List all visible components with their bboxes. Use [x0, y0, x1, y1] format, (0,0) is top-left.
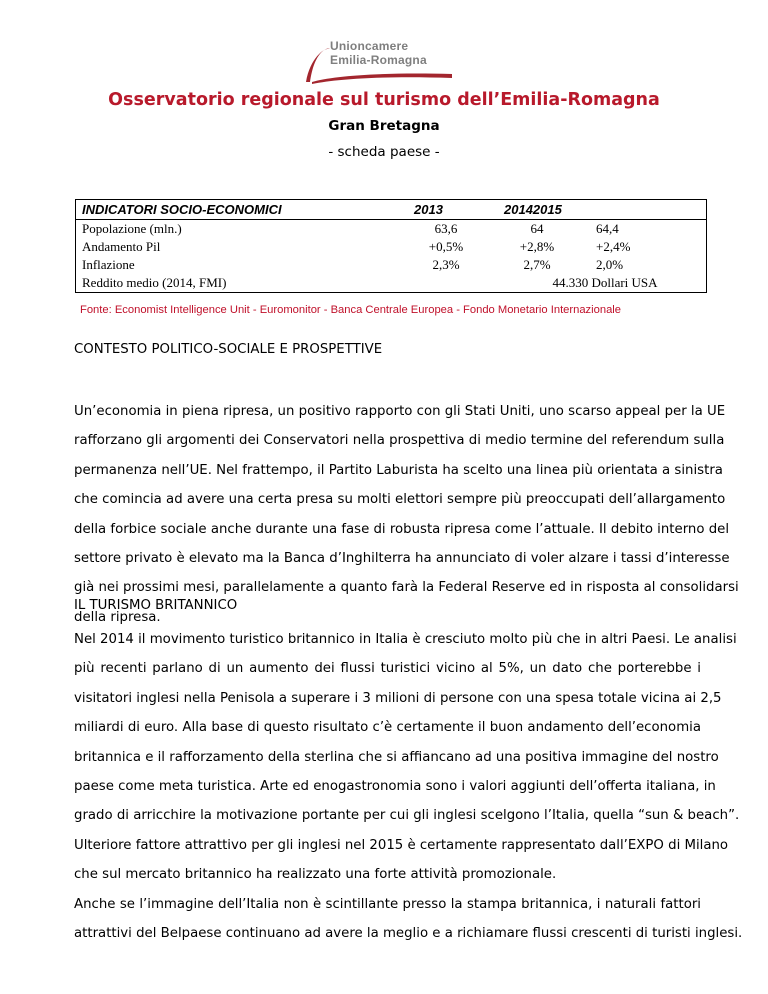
cell-value: +2,4% — [596, 239, 631, 254]
paragraph-line: Nel 2014 il movimento turistico britannico in Italia è cresciuto molto più che in altri Paesi. Le analisi — [74, 632, 737, 647]
paragraph-line: visitatori inglesi nella Penisola a superare i 3 milioni di persone con una spesa totale vicina ai 2,5 — [74, 690, 722, 706]
paragraph-line: della ripresa. — [74, 609, 161, 625]
cell-value: 64 — [530, 221, 544, 236]
section-paragraph — [74, 890, 743, 949]
cell-value: 64,4 — [596, 221, 619, 236]
table-row — [76, 274, 707, 293]
logo-text-line1: Unioncamere — [330, 39, 409, 53]
paragraph-line: più recenti parlano di un aumento dei flussi turistici vicino al 5%, un dato che porterebbe i — [74, 661, 701, 677]
page-subtitle: - scheda paese - — [328, 144, 440, 160]
cell-value: 63,6 — [434, 221, 458, 236]
logo-text-line2: Emilia-Romagna — [330, 53, 427, 67]
paragraph-line: già nei prossimi mesi, parallelamente a quanto farà la Federal Reserve ed in risposta al consolidarsi — [74, 580, 739, 596]
section-paragraph — [74, 625, 740, 890]
section-heading: CONTESTO POLITICO-SOCIALE E PROSPETTIVE — [74, 342, 383, 357]
paragraph-line: attrattivi del Belpaese continuano ad avere la meglio e a richiamare flussi crescenti di turisti inglesi. — [74, 926, 743, 942]
paragraph-line: che comincia ad avere una certa presa su molti elettori sempre più preoccupati dell’allargamento — [74, 492, 726, 508]
cell-value: 2,3% — [432, 257, 460, 272]
year-header: 20142015 — [492, 200, 582, 220]
cell-value-merged: 44.330 Dollari USA — [552, 275, 658, 290]
cell-value: 2,7% — [523, 257, 551, 272]
table-row — [76, 220, 707, 239]
row-label: Popolazione (mln.) — [82, 221, 182, 236]
country-name: Gran Bretagna — [328, 118, 440, 134]
paragraph-line: permanenza nell’UE. Nel frattempo, il Partito Laburista ha scelto una linea più orientata a sinistra — [74, 462, 723, 478]
table-source-note: Fonte: Economist Intelligence Unit - Euromonitor - Banca Centrale Europea - Fondo Monetario Internazionale — [80, 304, 622, 316]
paragraph-line: Un’economia in piena ripresa, un positivo rapporto con gli Stati Uniti, uno scarso appeal per la UE — [74, 404, 726, 419]
cell-value: +2,8% — [519, 239, 555, 254]
paragraph-line: Anche se l’immagine dell’Italia non è scintillante presso la stampa britannica, i naturali fattori — [74, 897, 701, 912]
table-heading: INDICATORI SOCIO-ECONOMICI — [76, 200, 401, 220]
paragraph-line: grado di arricchire la motivazione portante per cui gli inglesi scelgono l’Italia, quella “sun & beach”. — [74, 808, 740, 824]
table-row — [76, 238, 707, 256]
paragraph-line: settore privato è elevato ma la Banca d’Inghilterra ha annunciato di voler alzare i tassi d’interesse — [74, 551, 730, 567]
paragraph-line: britannica e il rafforzamento della sterlina che si affiancano ad una positiva immagine del nostro — [74, 749, 719, 765]
paragraph-line: della forbice sociale anche durante una fase di robusta ripresa come l’attuale. Il debito interno del — [74, 521, 730, 537]
year-header: 2013 — [400, 200, 492, 220]
section-heading: IL TURISMO BRITANNICO — [74, 598, 238, 613]
paragraph-line: rafforzano gli argomenti dei Conservatori nella prospettiva di medio termine del referendum sulla — [74, 433, 725, 449]
row-label: Inflazione — [82, 257, 135, 272]
paragraph-line: Ulteriore fattore attrattivo per gli inglesi nel 2015 è certamente rappresentato dall’EXPO di Milano — [74, 837, 729, 853]
section-paragraph — [74, 397, 739, 632]
page-title: Osservatorio regionale sul turismo dell’Emilia-Romagna — [108, 90, 660, 110]
row-label: Andamento Pil — [82, 239, 161, 254]
year-header-spacer — [582, 200, 707, 220]
unioncamere-logo — [302, 36, 462, 86]
paragraph-line: che sul mercato britannico ha realizzato una forte attività promozionale. — [74, 867, 557, 883]
paragraph-line: miliardi di euro. Alla base di questo risultato c’è certamente il buon andamento dell’economia — [74, 720, 701, 736]
paragraph-line: paese come meta turistica. Arte ed enogastronomia sono i valori aggiunti dell’offerta italiana, in — [74, 779, 716, 795]
table-row — [76, 256, 707, 274]
table-header-row — [76, 200, 707, 220]
cell-value: 2,0% — [596, 257, 624, 272]
cell-value: +0,5% — [428, 239, 464, 254]
row-label: Reddito medio (2014, FMI) — [82, 275, 227, 290]
indicators-table — [75, 199, 707, 293]
